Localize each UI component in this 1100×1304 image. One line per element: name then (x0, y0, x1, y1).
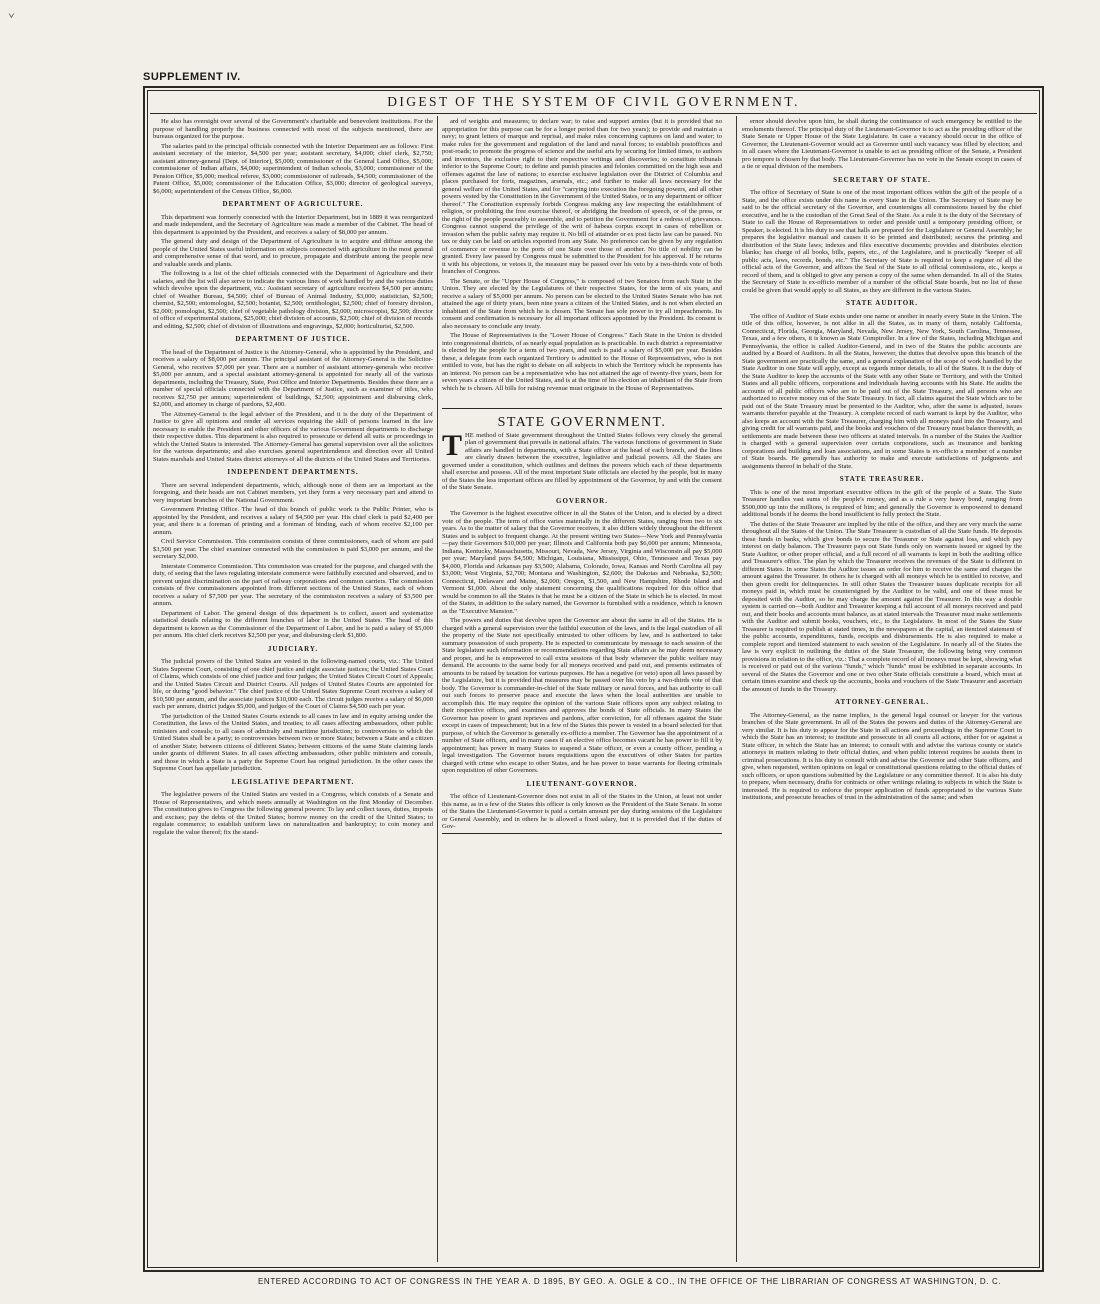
paragraph: Interstate Commerce Commission. This commission was created for the purpose, and charged with the duty, of seeing that the laws regulating interstate commerce were faithfully executed and observed, and to prevent unjust discrimination on the part of railway corporations and common carriers. The commission consists of five commissioners appointed from different sections of the United States, each of whom receives a salary of $7,500 per year. The secretary of the commission receives a salary of $3,500 per annum. (153, 562, 433, 607)
column-rule-2 (736, 116, 737, 1262)
paragraph: This is one of the most important executive offices in the gift of the people of a State. The State Treasurer handles vast sums of the people's money, and as a rule a very heavy bond, ranging from $500,000 up into the millions, is required of him; and generally the Governor is empowered to demand additional bonds if he deems the bond insufficient to fully protect the State. (742, 488, 1022, 518)
paragraph: The head of the Department of Justice is the Attorney-General, who is appointed by the President, and receives a salary of $8,000 per annum. The principal assistant of the Attorney-General is the Solicitor-General, who receives $7,000 per year. There are a number of assistant attorney-generals who receive $5,000 per annum, and a special assistant attorney-general is appointed for nearly all of the various departments, including the Treasury, State, Post Office and Interior Departments. Besides these there are a number of special officials connected with the Department of Justice, such as examiner of titles, who receives $2,750 per annum; superintendent of buildings, $2,500; appointment and disbursing clerk, $2,000, and attorney in charge of pardons, $2,400. (153, 348, 433, 408)
paragraph: The House of Representatives is the "Lower House of Congress." Each State in the Union is divided into congressional districts, of as nearly equal population as is practicable. In each district a representative is elected by the people for a term of two years, and each is paid a salary of $5,000 per year. Besides these, a delegate from each organized Territory is admitted to the House of Representatives, who is not entitled to vote, but has the right to debate on all subjects in which the Territory which he represents has an interest. No person can be a representative who has not attained the age of twenty-five years, been for seven years a citizen of the United States, and is at the time of his election an inhabitant of the State from which he is chosen. All bills for raising revenue must originate in the House of Representatives. (442, 332, 722, 392)
paragraph: ard of weights and measures; to declare war; to raise and support armies (but it is provided that no appropriation for this purpose can be for a longer period than for two years); to provide and maintain a navy; to grant letters of marque and reprisal, and make rules concerning captures on land and water; to make rules for the government and regulation of the land and naval forces; to establish postoffices and post-roads; to promote the progress of science and the useful arts by securing for limited times, to authors and inventors, the exclusive right to their respective writings and discoveries; to constitute tribunals inferior to the Supreme Court; to define and punish piracies and felonies committed on the high seas and offenses against the law of nations; to exercise exclusive legislation over the District of Columbia and places purchased for forts, magazines, arsenals, etc.; and further to make all laws necessary for the general welfare of the United States, and for "carrying into execution the foregoing powers, and all other powers vested by the Constitution in the Government of the United States, or in any department or officer thereof." The Constitution expressly forbids Congress making any law respecting the establishment of religion, or prohibiting the free exercise thereof, or abridging the freedom of speech, or of the press, or the right of the people peaceably to assemble, and to petition the Government for a redress of grievances. Congress cannot suspend the privilege of the writ of habeas corpus except in cases of rebellion or invasion when the public safety may require it. No bill of attainder or ex post facto law can be passed. No tax or duty can be laid on articles exported from any State. No preference can be given by any regulation of commerce or revenue to the ports of one State over those of another. No title of nobility can be granted. Every law passed by Congress must be submitted to the President for his approval. If he returns it with his objections, or vetoes it, the measure may be passed over his veto by a two-thirds vote of both branches of Congress. (442, 118, 722, 275)
paragraph: The legislative powers of the United States are vested in a Congress, which consists of a Senate and House of Representatives, and which meets annually at Washington on the first Monday of December. The constitution gives to Congress the following general powers: To lay and collect taxes, duties, imposts and excises; pay the debts of the United States; borrow money on the credit of the United States; to regulate commerce; to establish uniform laws on naturalization and bankruptcy; to coin money and regulate the value thereof; fix the stand- (153, 791, 433, 836)
paragraph: The duties of the State Treasurer are implied by the title of the office, and they are very much the same throughout all the States of the Union. The State Treasurer is custodian of all the State funds. He deposits these funds in banks, which give bonds to secure the Treasurer or State against loss, and which pay interest on daily balances. The Treasurer pays out State funds only on warrants issued or signed by the State Auditor, or other proper official, and a full record of all warrants is kept in both the auditing office and Treasurer's office. The plan by which the Treasurer receives the revenues of the State is different in different States. In some States the Auditor issues an order for him to receive the same and charges the amount against the Treasurer. In others he is charged with all moneys which he is entitled to receive, and then given credit for delinquencies. In still other States the Treasurer issues duplicate receipts for all moneys paid in, which must be countersigned by the Auditor to be valid, and one of these must be deposited with the Auditor, so he may charge the amount against the Treasurer. In this way a double system is carried on—both Auditor and Treasurer keeping a full account of all moneys received and paid out, and their books and accounts must balance, as at stated intervals the Treasurer must make settlements with the Auditor and submit books, vouchers, etc., to the Legislature. In most of the States the State Treasurer is required to publish at stated times, in the newspapers at the capital, an itemized statement of the public accounts, expenditures, funds, receipts and disbursements. He is also required to make a complete report and itemized statement to each session of the Legislature. In nearly all of the States the law is very explicit in outlining the duties of the State Treasurer, the following being very common provisions in relation to the office, viz.: That a complete record of all moneys must be kept, showing what is received or paid out of the various "funds," which "funds" must be exhibited in separate accounts. In several of the States the Governor and one or two other State officials constitute a board, which must at certain times examine and check up the accounts, books and vouchers of the State Treasurer and ascertain the amount of funds in the Treasury. (742, 520, 1022, 693)
column-1 (153, 118, 433, 1258)
section-heading-agriculture: DEPARTMENT OF AGRICULTURE. (222, 200, 364, 208)
drop-cap: T (442, 428, 463, 462)
paragraph: The office of Lieutenant-Governor does not exist in all of the States in the Union, at least not under this name, as in a few of the States this officer is only known as the President of the State Senate. In some of the States the Lieutenant-Governor is paid a certain amount per day during sessions of the Legislature or General Assembly, and in others he is allowed a fixed salary, but it is provided that if the duties of Gov- (442, 793, 722, 830)
page-header (150, 92, 1037, 114)
paragraph: The judicial powers of the United States are vested in the following-named courts, viz.: The United States Supreme Court, consisting of one chief justice and eight associate justices; the United States Court of Claims, which consists of one chief justice and four judges; the United States Circuit Court of Appeals; and the United States Circuit and District Courts. All judges of United States Courts are appointed for life, or during "good behavior." The chief justice of the United States Supreme Court receives a salary of $10,500 per annum, and the associate justices $10,000 each. The circuit judges receive a salary of $6,000 each per annum, district judges $5,000, and judges of the Court of Claims $4,500 each per year. (153, 658, 433, 710)
copyright-footer: ENTERED ACCORDING TO ACT OF CONGRESS IN THE YEAR A. D 1895, BY GEO. A. OGLE & CO., IN THE OFFICE OF THE LIBRARIAN OF CONGRESS AT WASHINGTON, D. C. (258, 1277, 1002, 1286)
section-heading-judiciary: JUDICIARY. (267, 644, 319, 653)
paragraph: The jurisdiction of the United States Courts extends to all cases in law and in equity arising under the Constitution, the laws of the United States, and treaties; to all cases affecting ambassadors, other public ministers and consuls; to all cases of admiralty and maritime jurisdiction; to controversies to which the United States shall be a party; to controversies between two or more States; between a State and a citizen of another State; between citizens of different States; between citizens of the same State claiming lands under grants of different States. In all cases affecting ambassadors, other public ministers and consuls, and those in which a State is a party the Supreme Court has original jurisdiction. In the other cases the Supreme Court has appellate jurisdiction. (153, 712, 433, 772)
section-heading-governor: GOVERNOR. (556, 496, 608, 505)
paragraph: Civil Service Commission. This commission consists of three commissioners, each of whom are paid $3,500 per year. The chief examiner connected with the commission is paid $3,000 per annum, and the secretary $2,000. (153, 538, 433, 560)
section-heading-justice: DEPARTMENT OF JUSTICE. (235, 335, 351, 343)
section-heading-independent: INDEPENDENT DEPARTMENTS. (227, 468, 359, 476)
section-heading-legislative: LEGISLATIVE DEPARTMENT. (231, 777, 355, 786)
section-heading-lieutenant-governor: LIEUTENANT-GOVERNOR. (526, 779, 638, 788)
section-heading-state-treasurer: STATE TREASURER. (839, 475, 925, 483)
paragraph: The Attorney-General is the legal adviser of the President, and it is the duty of the Department of Justice to give all opinions and render all services requiring the skill of persons learned in the law necessary to enable the President and other officers of the various Government departments to discharge their respective duties. This department is also required to prosecute or defend all suits or proceedings in which the United States is interested. The Attorney-General has general supervision over all the solicitors for the various departments; and also exercises general superintendence and direction over all United States marshals and United States district attorneys of all the districts of the United States and Territories. (153, 410, 433, 463)
column-2 (442, 118, 722, 1258)
paragraph: ernor should devolve upon him, he shall during the continuance of such emergency be entitled to the emoluments thereof. The principal duty of the Lieutenant-Governor is to act as the presiding officer of the State Senate or Upper House of the State Legislature. In case a vacancy should occur in the office of Governor, the Lieutenant-Governor would act as Governor until such vacancy was filled by election; and in all cases where the Lieutenant-Governor is unable to act as presiding officer of the Senate, a President pro tempore is chosen by that body. The Lieutenant-Governor has no vote in the Senate except in cases of a tie or equal division of the members. (742, 118, 1022, 170)
paragraph: The Attorney-General, as the name implies, is the general legal counsel or lawyer for the various branches of the State government. In all of the States the powers and duties of the Attorney-General are very similar. It is his duty to appear for the State in all actions and proceedings in the Supreme Court in which the State has an interest; to institute and prosecute in all courts all actions, either for or against a State officer, in which the State has an interest; to consult with and advise the various county or state's attorneys in matters relating to their official duties, and when public interest requires he assists them in criminal prosecutions. It is his duty to consult with and advise the Governor and other State officers, and give, when requested, written opinions on legal or constitutional questions relating to the official duties of such officers, or upon questions submitted by the Legislature or any committee thereof. It is also his duty to prepare, when necessary, drafts for contracts or other writings relating to subjects in which the State is interested. He is required to enforce the proper application of funds appropriated to the various State institutions, and prosecute breaches of trust in the administration of the same; and when (742, 711, 1022, 801)
paragraph: The Senate, or the "Upper House of Congress," is composed of two Senators from each State in the Union. They are elected by the Legislatures of their respective States, for the term of six years, and receive a salary of $5,000 per annum. No person can be elected to the United States Senate who has not attained the age of thirty years, been nine years a citizen of the United States, and is not when elected an inhabitant of the State from which he is chosen. The Senate has sole power to try all impeachments. Its consent and confirmation is necessary for all important officers appointed by the President. Its consent is also necessary to conclude any treaty. (442, 277, 722, 330)
supplement-label: SUPPLEMENT IV. (143, 71, 241, 83)
paragraph: The following is a list of the chief officials connected with the Department of Agriculture and their salaries, and the list will also serve to indicate the various lines of work handled by and the various duties which devolve upon the department, viz.: Assistant secretary of agriculture receives $4,500 per annum; chief of Weather Bureau, $4,500; chief of Bureau of Animal Industry, $3,000; statistician, $2,500; chemist, $2,500; entomologist, $2,500; botanist, $2,500; ornithologist, $2,500; chief of forestry division, $2,000; pomologist, $2,500; chief of vegetable pathology division, $2,000; microscopist, $2,500; director of office of experimental stations, $25,000; chief division of accounts, $2,500; chief of division of records and editing, $2,500; chief of division of illustrations and engravings, $2,000; horticulturist, $2,500. (153, 270, 433, 330)
section-heading-secretary-of-state: SECRETARY OF STATE. (833, 175, 931, 184)
state-government-heading: STATE GOVERNMENT. (497, 415, 667, 430)
paragraph: The powers and duties that devolve upon the Governor are about the same in all of the States. He is charged with a general supervision over the faithful execution of the laws, and is the legal custodian of all the property of the State not specifically entrusted to other officers by law, and is authorized to take summary possession of such property. He is expected to communicate by message to each session of the State legislature such information or recommendations regarding State affairs as he may deem necessary and proper, and he is empowered to call extra sessions of that body whenever the public welfare may demand. He accounts to the same body for all moneys received and paid out, and presents estimates of amounts to be raised by taxation for various purposes. He has a negative (or veto) upon all laws passed by the Legislature, but it is provided that measures may be passed over his veto by a two-thirds vote of that body. The Governor is commander-in-chief of the State military or naval forces, and has authority to call out such forces to preserve peace and execute the laws when the local authorities are unable to accomplish this. He may require the opinion of the various State officers upon any subject relating to their respective offices, and examines and approves the bonds of State officials. In many States the Governor has power to grant reprieves and pardons, after conviction, for all offenses against the State except in cases of impeachment; but in a few of the States this power is vested in a board selected for that purpose, of which the Governor is generally ex-officio a member. The Governor has the appointment of a number of State officers, and in many cases if an elective office becomes vacant he has power to fill it by appointment; has power in many States to suspend a State officer, or even a county officer, pending a legal investigation. The Governor issues requisitions upon the executives of other States for parties charged with crime who escape to other States, and he has power to issue warrants for fleeing criminals upon requisition of other Governors. (442, 617, 722, 774)
paragraph (442, 428, 722, 492)
paragraph: Government Printing Office. The head of this branch of public work is the Public Printer, who is appointed by the President, and receives a salary of $4,500 per year. His chief clerk is paid $2,400 per year, and there is a foreman of printing and a foreman of binding, each of whom receive $2,100 per annum. (153, 506, 433, 536)
state-intro-text: HE method of State government throughout the United States follows very closely the general plan of government that prevails in national affairs. The various functions of government in State affairs are handled in departments, with a State officer at the head of each branch, and the lines are clearly drawn between the executive, legislative and judicial powers. All the States are governed under a constitution, which outlines and defines the powers which each of these departments shall exercise and possess. All of the most important State officials are elected by the people, but in many of the States the less important offices are filled by appointment of the Governor, by and with the consent of the State Senate. (442, 431, 722, 491)
corner-mark: ᘁ (8, 12, 15, 27)
paragraph: The general duty and design of the Department of Agriculture is to acquire and diffuse among the people of the United States useful information on subjects connected with agriculture in the most general and comprehensive sense of that word, and to procure, propagate and distribute among the people new and valuable seeds and plants. (153, 238, 433, 268)
paragraph: He also has oversight over several of the Government's charitable and benevolent institutions. For the purpose of handling properly the business connected with most of the subjects mentioned, there are bureaus organized for the purpose. (153, 118, 433, 140)
column-3 (742, 118, 1022, 1258)
column-rule-1 (437, 116, 438, 1262)
paragraph: The Governor is the highest executive officer in all the States of the Union, and is elected by a direct vote of the people. The term of office varies materially in the different States, ranging from two to six years. As to the matter of salary that the Governor receives, it also differs widely throughout the different States and is subject to frequent change. At the present writing two States—New York and Pennsylvania—pay their Governors $10,000 per year; Illinois and California both pay $6,000 per annum; Minnesota, Indiana, Kentucky, Massachusetts, Missouri, Nevada, New Jersey, Virginia and Wisconsin all pay $5,000 per year; Maryland pays $4,500; Michigan, Louisiana, Mississippi, Ohio, Tennessee and Texas pay $4,000, Florida and Arkansas pay $3,500; Alabama, Colorado, Iowa, Kansas and North Carolina all pay $3,000; West Virginia, $2,700; Montana and Washington, $2,600; the Dakotas and Nebraska, $2,500; Connecticut, Delaware and Maine, $2,000; Oregon, $1,500, and New Hampshire, Rhode Island and Vermont $1,000. About the only statement concerning the qualifications required for this office that would be common to all the States is that he must be a citizen of the State in which he is elected. In most of the States, in addition to the salary named, the Governor is furnished with a residence, which is known as the "Executive Mansion." (442, 510, 722, 615)
section-heading-state-auditor: STATE AUDITOR. (846, 299, 918, 307)
paragraph: This department was formerly connected with the Interior Department, but in 1889 it was reorganized and made independent, and the Secretary of Agriculture was made a member of the Cabinet. The head of this department is appointed by the President, and receives a salary of $8,000 per annum. (153, 213, 433, 236)
paragraph: The office of Auditor of State exists under one name or another in nearly every State in the Union. The title of this office, however, is not alike in all the States, as in many of them, notably California, Connecticut, Florida, Georgia, Maryland, Nevada, New Jersey, New York, South Carolina, Tennessee, Texas, and a few others, it is known as State Comptroller. In a few of the States, including Michigan and Pennsylvania, the office is called Auditor-General, and in two of the States the public accounts are audited by a Board of Auditors. In all the States, however, the duties that devolve upon this branch of the State government are practically the same, and a general explanation of the scope of work handled by the State Auditor in one State will apply, except as regards minor details, to all of the States. It is the duty of the State Auditor to keep the accounts of the State with any other State or Territory, and with the United States and all public officers, corporations and individuals having accounts with his State. He audits the accounts of all public officers who are to be paid out of the State Treasury, and all persons who are authorized to receive money out of the State Treasury. In fact, all claims against the State which are to be paid out of the State Treasury must be presented to the Auditor, who, after the same is adjusted, issues warrants therefor payable at the Treasury. A complete record of each warrant is kept by the Auditor, who also keeps an account with the State Treasurer, charging him with all moneys paid into the Treasury, and giving credit for all warrants paid, and the books and vouchers of the Treasury must balance therewith, as settlements are made between these two officers at stated intervals. In a number of the States the Auditor is charged with a general supervision over certain corporations, such as insurance and banking corporations and building and loan associations, and in some States is ex-officio a member of a number of State boards. He generally has authority to make and execute satisfactions of judgments and assignments thereof in behalf of the State. (742, 312, 1022, 470)
paragraph: Department of Labor. The general design of this department is to collect, assort and systematize statistical details relating to the different branches of labor in the United States. The head of this department is known as the Commissioner of the Department of Labor, and he is paid a salary of $5,000 per annum. His chief clerk receives $2,500 per year, and disbursing clerk $1,800. (153, 609, 433, 639)
paragraph: The salaries paid to the principal officials connected with the Interior Department are as follows: First assistant secretary of the interior, $4,500 per year; assistant secretary, $4,000; chief clerk, $2,750; assistant attorney-general (Dept. of Interior), $5,000; commissioner of the General Land Office, $5,000; commissioner of Indian affairs, $4,000; superintendent of Indian schools, $3,000; commissioner of the Pension Office, $5,000; medical referee, $3,000; commissioner of railroads, $4,500; commissioner of the Patent Office, $5,000; commissioner of the Education Office, $3,000; director of geological surveys, $6,000; superintendent of the Census Office, $6,000. (153, 142, 433, 195)
state-government-section (442, 408, 722, 834)
section-heading-attorney-general: ATTORNEY-GENERAL. (834, 698, 930, 706)
paragraph: There are several independent departments, which, although none of them are as important as the foregoing, and their heads are not Cabinet members, yet they form a very necessary part and attend to very important branches of the National Government. (153, 481, 433, 504)
paragraph: The office of Secretary of State is one of the most important offices within the gift of the people of a State, and the office exists under this name in every State in the Union. The Secretary of State may be said to be the official secretary of the Governor, and countersigns all commissions issued by the chief executive, and he is the custodian of the Great Seal of the State. As a rule it is the duty of the Secretary of State to call the House of Representatives to order and preside until a temporary presiding officer, or Speaker, is elected. It is his duty to see that halls are prepared for the Legislature or General Assembly; he prepares the legislative manual and causes it to be printed and distributed; secures the printing and distribution of the State laws; indexes and files executive documents; provides and distributes election blanks; has charge of all books, bills, papers, etc., of the Legislature, and is practically "keeper of all public acts, laws, records, bonds, etc." The Secretary of State is required to keep a register of all the official acts of the Governor, and affixes the Seal of the State to all official commissions, etc., keeps a record of them, and is obliged to give any person a copy of the same when demanded. In all of the States the Secretary of State is ex-officio member of a number of the official State boards, but no list of these could be given that would apply to all States, as they are different in the various States. (742, 189, 1022, 294)
page-title: DIGEST OF THE SYSTEM OF CIVIL GOVERNMENT. (387, 94, 800, 109)
